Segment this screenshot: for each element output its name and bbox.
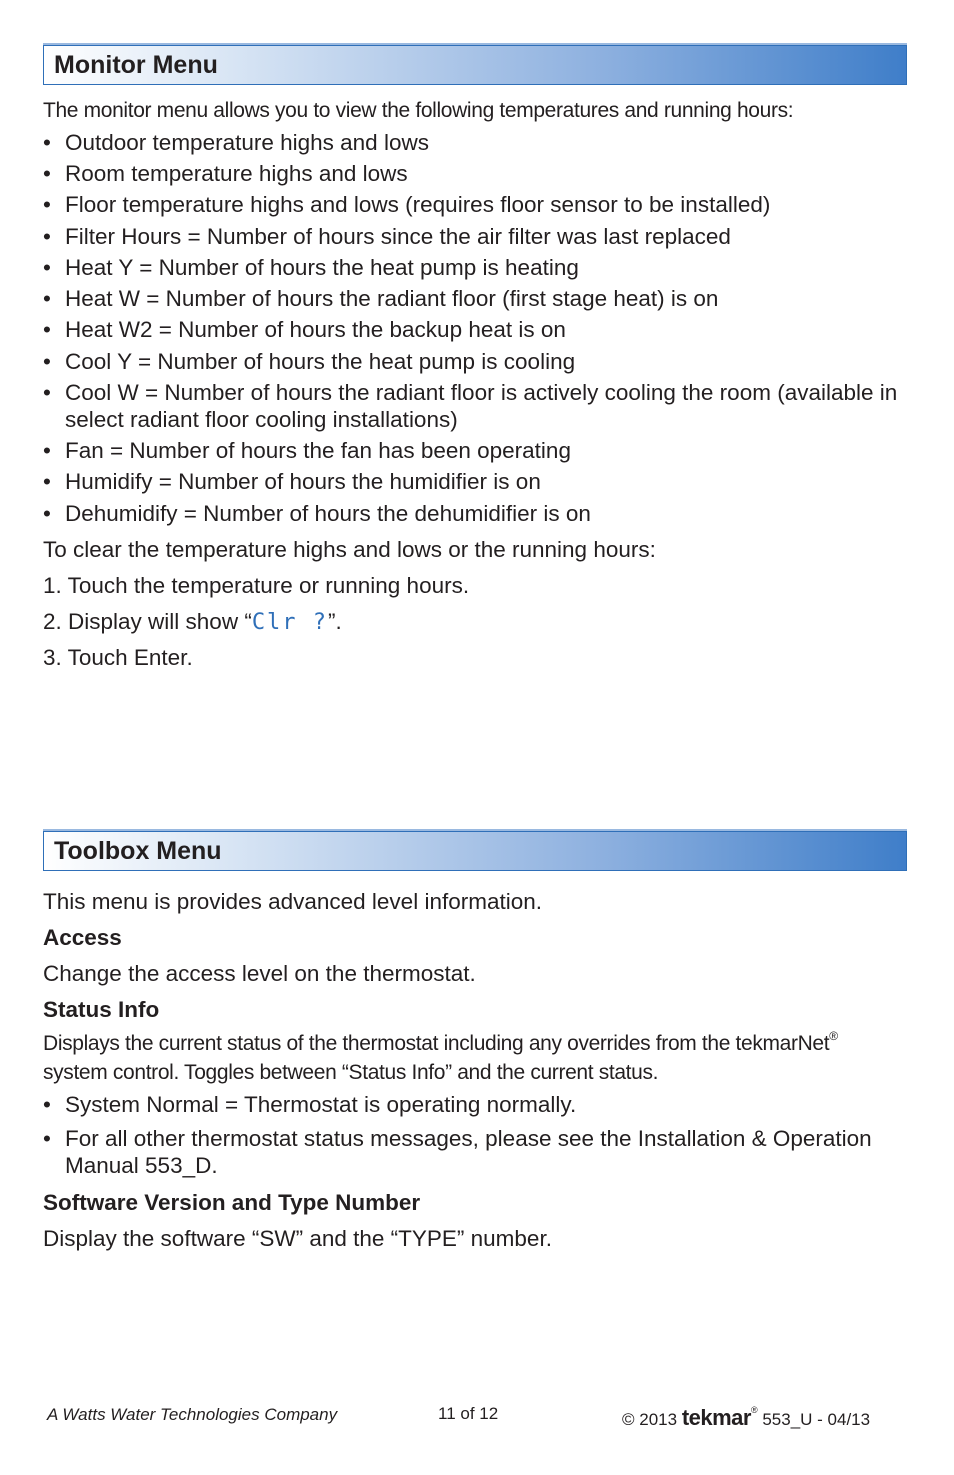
clear-step-3: 3. Touch Enter. (43, 645, 193, 670)
clear-step-2: 2. Display will show “Clr ?”. (43, 609, 342, 635)
software-version-heading: Software Version and Type Number (43, 1190, 421, 1215)
toolbox-menu-header (43, 831, 907, 871)
footer-page-number: 11 of 12 (438, 1404, 499, 1423)
monitor-menu-title: Monitor Menu (54, 51, 218, 79)
list-item: • Cool W = Number of hours the radiant floor is actively cooling the room (available in select radiant floor cooling installations) (43, 380, 898, 432)
clear-step-1: 1. Touch the temperature or running hours. (43, 573, 470, 598)
clear-intro: To clear the temperature highs and lows or the running hours: (43, 537, 656, 562)
toolbox-intro: This menu is provides advanced level information. (43, 889, 542, 914)
list-item: • Humidify = Number of hours the humidifier is on (43, 469, 541, 494)
lcd-display-text: Clr ? (251, 610, 329, 635)
monitor-intro: The monitor menu allows you to view the following temperatures and running hours: (43, 99, 794, 122)
status-info-text-line2: system control. Toggles between “Status Info” and the current status. (43, 1061, 659, 1084)
list-item: • Heat W = Number of hours the radiant floor (first stage heat) is on (43, 286, 719, 311)
list-item: • Heat Y = Number of hours the heat pump is heating (43, 255, 579, 280)
monitor-menu-header (43, 45, 907, 85)
status-info-text-line1: Displays the current status of the thermostat including any overrides from the tekmarNet® (43, 1029, 838, 1055)
list-item: • Floor temperature highs and lows (requires floor sensor to be installed) (43, 192, 771, 217)
list-item: • Room temperature highs and lows (43, 161, 408, 186)
list-item: • Outdoor temperature highs and lows (43, 130, 429, 155)
footer-copyright: © 2013 (622, 1410, 678, 1429)
list-item: • Cool Y = Number of hours the heat pump is cooling (43, 349, 576, 374)
footer-company: A Watts Water Technologies Company (47, 1405, 338, 1424)
footer-doc-number: 553_U - 04/13 (762, 1410, 871, 1429)
list-item: • Dehumidify = Number of hours the dehumidifier is on (43, 501, 591, 526)
footer-doc-info: © 2013 tekmar® 553_U - 04/13 (622, 1405, 871, 1430)
status-info-heading: Status Info (43, 997, 160, 1022)
tekmar-logo: tekmar (681, 1405, 751, 1430)
list-item: • Heat W2 = Number of hours the backup heat is on (43, 317, 566, 342)
list-item: • For all other thermostat status messages, please see the Installation & Operation Manual 553_D. (43, 1126, 872, 1178)
list-item: • Filter Hours = Number of hours since the air filter was last replaced (43, 224, 731, 249)
list-item: • System Normal = Thermostat is operating normally. (43, 1092, 577, 1117)
access-text: Change the access level on the thermostat. (43, 961, 476, 986)
toolbox-menu-title: Toolbox Menu (54, 837, 222, 865)
software-version-text: Display the software “SW” and the “TYPE” number. (43, 1226, 552, 1251)
access-heading: Access (43, 925, 122, 950)
list-item: • Fan = Number of hours the fan has been operating (43, 438, 571, 463)
